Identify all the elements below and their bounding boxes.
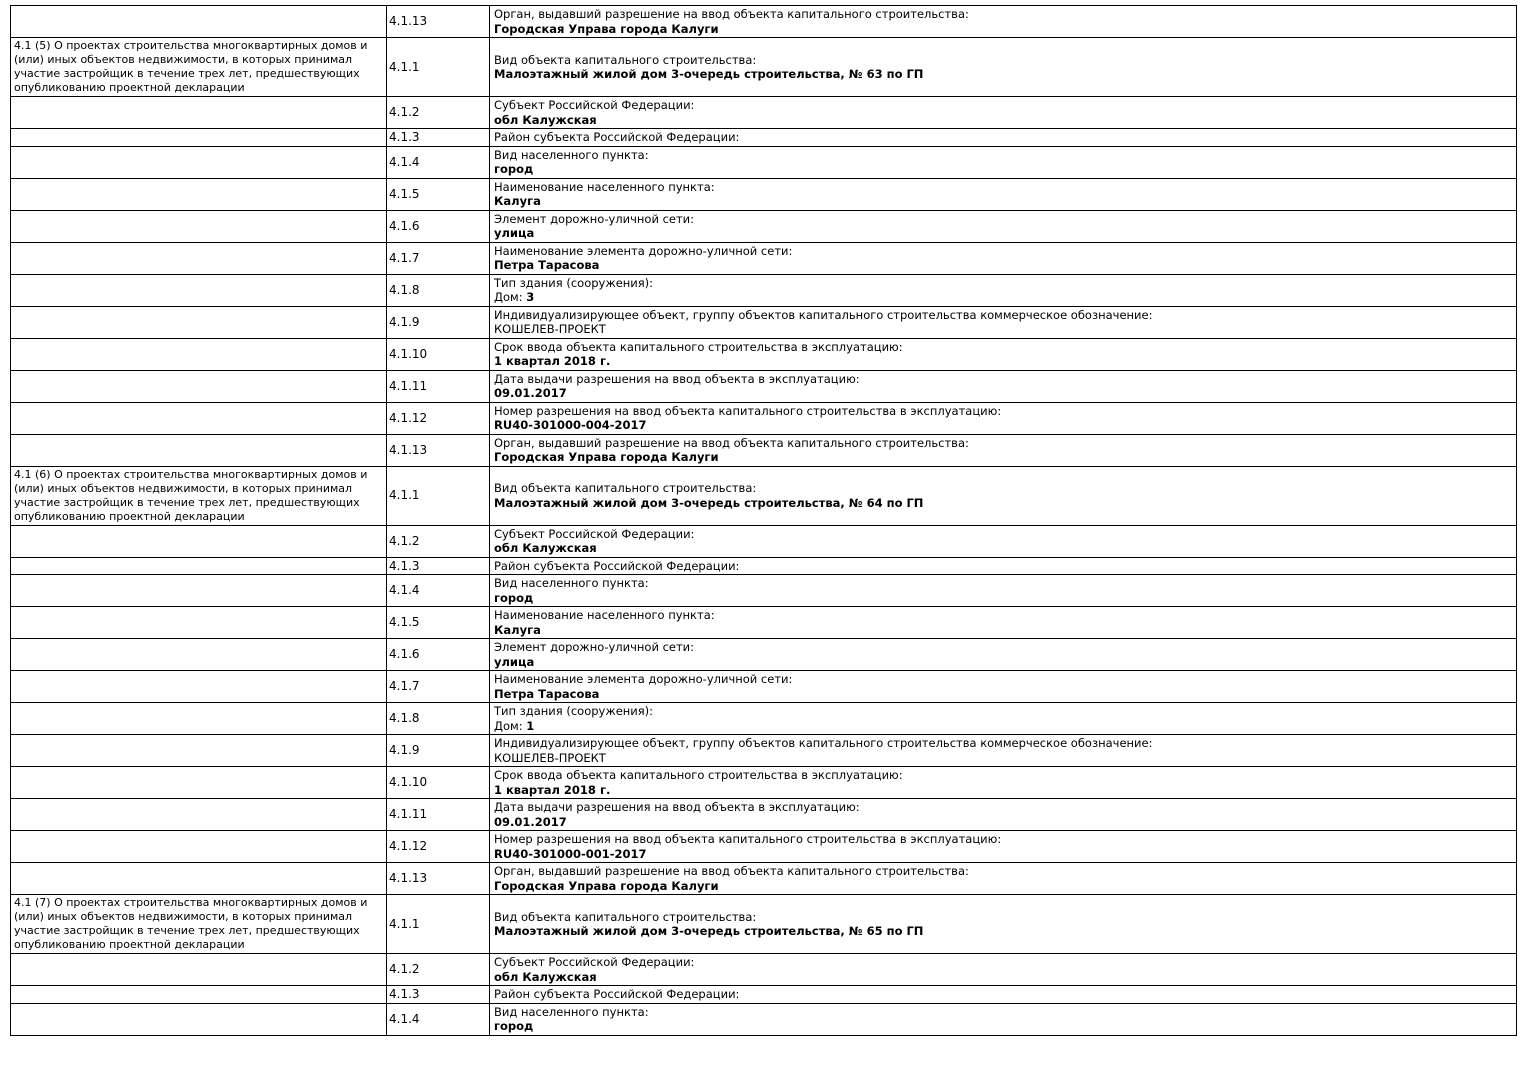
row-code: 4.1.5 <box>387 178 490 210</box>
field-value: улица <box>494 654 535 669</box>
table-row <box>11 735 1517 767</box>
field-value-prefix: Дом: <box>494 718 527 733</box>
field-label: Элемент дорожно-уличной сети: <box>494 211 695 226</box>
field-value: обл Калужская <box>494 969 597 984</box>
empty-desc-cell <box>11 703 387 735</box>
field-cell <box>490 703 1517 735</box>
field-label: Субъект Российской Федерации: <box>494 955 695 969</box>
field-cell <box>490 6 1517 38</box>
field-label: Вид объекта капитального строительства: <box>494 909 757 924</box>
field-cell <box>490 671 1517 703</box>
field-label: Орган, выдавший разрешение на ввод объекта капитального строительства: <box>494 7 969 21</box>
table-row <box>11 38 1517 97</box>
field-value-line <box>494 815 1512 830</box>
field-cell <box>490 129 1517 147</box>
empty-desc-cell <box>11 178 387 210</box>
field-value-prefix: Дом: <box>494 290 527 304</box>
field-label: Субъект Российской Федерации: <box>494 98 695 112</box>
field-value-line <box>494 386 1512 401</box>
field-label: Вид населенного пункта: <box>494 147 649 162</box>
empty-desc-cell <box>11 402 387 434</box>
empty-desc-cell <box>11 306 387 338</box>
field-label: Наименование населенного пункта: <box>494 179 715 194</box>
table-row <box>11 178 1517 210</box>
row-code: 4.1.6 <box>387 210 490 242</box>
empty-desc-cell <box>11 735 387 767</box>
row-code: 4.1.11 <box>387 799 490 831</box>
empty-desc-cell <box>11 274 387 306</box>
empty-desc-cell <box>11 97 387 129</box>
field-value: КОШЕЛЕВ-ПРОЕКТ <box>494 750 606 765</box>
field-value: 3 <box>526 290 535 304</box>
row-code: 4.1.1 <box>387 38 490 97</box>
field-value-line <box>494 970 1512 985</box>
row-code: 4.1.3 <box>387 129 490 147</box>
field-label: Вид населенного пункта: <box>494 576 649 590</box>
row-code: 4.1.11 <box>387 370 490 402</box>
field-value: 1 квартал 2018 г. <box>494 354 611 368</box>
field-value: город <box>494 1019 534 1033</box>
field-value-line <box>494 847 1512 862</box>
field-value: обл Калужская <box>494 112 597 127</box>
table-row <box>11 986 1517 1004</box>
field-cell <box>490 97 1517 129</box>
field-value: 1 <box>526 718 535 733</box>
field-cell <box>490 370 1517 402</box>
field-value: Малоэтажный жилой дом 3-очередь строительства, № 65 по ГП <box>494 924 924 938</box>
table-row <box>11 607 1517 639</box>
table-row <box>11 895 1517 954</box>
table-row <box>11 338 1517 370</box>
table-row <box>11 146 1517 178</box>
field-cell <box>490 954 1517 986</box>
empty-desc-cell <box>11 671 387 703</box>
table-row <box>11 129 1517 147</box>
field-value: Малоэтажный жилой дом 3-очередь строительства, № 64 по ГП <box>494 495 924 510</box>
row-code: 4.1.10 <box>387 338 490 370</box>
field-value: Городская Управа города Калуги <box>494 450 719 464</box>
table-row <box>11 242 1517 274</box>
field-cell <box>490 242 1517 274</box>
table-row <box>11 703 1517 735</box>
field-value: город <box>494 590 534 605</box>
table-row <box>11 1003 1517 1035</box>
field-value-line <box>494 687 1512 702</box>
field-value-line <box>494 450 1512 465</box>
row-code: 4.1.8 <box>387 274 490 306</box>
row-code: 4.1.5 <box>387 607 490 639</box>
field-value: 09.01.2017 <box>494 386 567 400</box>
field-value: 09.01.2017 <box>494 814 567 829</box>
field-cell <box>490 831 1517 863</box>
field-label: Индивидуализирующее объект, группу объектов капитального строительства коммерческое обозначение: <box>494 736 1153 750</box>
field-cell <box>490 402 1517 434</box>
field-value: КОШЕЛЕВ-ПРОЕКТ <box>494 322 606 336</box>
field-value: Калуга <box>494 622 541 637</box>
field-cell <box>490 146 1517 178</box>
field-cell <box>490 735 1517 767</box>
row-code: 4.1.4 <box>387 575 490 607</box>
row-code: 4.1.13 <box>387 434 490 466</box>
row-code: 4.1.9 <box>387 306 490 338</box>
field-label: Орган, выдавший разрешение на ввод объекта капитального строительства: <box>494 864 969 878</box>
table-row <box>11 799 1517 831</box>
row-code: 4.1.7 <box>387 671 490 703</box>
field-label: Наименование элемента дорожно-уличной сети: <box>494 672 793 686</box>
row-code: 4.1.2 <box>387 525 490 557</box>
table-row <box>11 954 1517 986</box>
row-code: 4.1.12 <box>387 831 490 863</box>
field-value-line <box>494 290 1512 305</box>
field-label: Район субъекта Российской Федерации: <box>494 558 740 573</box>
empty-desc-cell <box>11 146 387 178</box>
table-row <box>11 831 1517 863</box>
empty-desc-cell <box>11 557 387 575</box>
row-code: 4.1.7 <box>387 242 490 274</box>
table-row <box>11 306 1517 338</box>
field-cell <box>490 799 1517 831</box>
table-row <box>11 671 1517 703</box>
row-code: 4.1.1 <box>387 895 490 954</box>
field-value: Городская Управа города Калуги <box>494 878 719 893</box>
empty-desc-cell <box>11 767 387 799</box>
field-cell <box>490 895 1517 954</box>
section-title-cell: 4.1 (6) О проектах строительства многоквартирных домов и (или) иных объектов недвижимости, в которых принимал участие застройщик в течение трех лет, предшествующих опубликованию проектной декларации <box>11 466 387 525</box>
row-code: 4.1.8 <box>387 703 490 735</box>
empty-desc-cell <box>11 370 387 402</box>
field-cell <box>490 210 1517 242</box>
field-label: Тип здания (сооружения): <box>494 275 654 290</box>
field-cell <box>490 767 1517 799</box>
row-code: 4.1.4 <box>387 1003 490 1035</box>
project-declaration-table <box>10 5 1517 1036</box>
field-value-line <box>494 751 1512 766</box>
empty-desc-cell <box>11 242 387 274</box>
field-value-line <box>494 22 1512 37</box>
field-value-line <box>494 194 1512 209</box>
field-value-line <box>494 783 1512 798</box>
table-row <box>11 639 1517 671</box>
row-code: 4.1.2 <box>387 954 490 986</box>
field-value-line <box>494 354 1512 369</box>
field-value-line <box>494 67 1512 82</box>
field-label: Элемент дорожно-уличной сети: <box>494 640 695 654</box>
field-cell <box>490 38 1517 97</box>
field-label: Индивидуализирующее объект, группу объектов капитального строительства коммерческое обозначение: <box>494 307 1153 322</box>
field-value-line <box>494 1019 1512 1034</box>
field-value: RU40-301000-001-2017 <box>494 846 647 861</box>
empty-desc-cell <box>11 434 387 466</box>
field-label: Наименование элемента дорожно-уличной сети: <box>494 243 793 258</box>
field-cell <box>490 1003 1517 1035</box>
empty-desc-cell <box>11 6 387 38</box>
table-row <box>11 402 1517 434</box>
field-cell <box>490 338 1517 370</box>
table-row <box>11 6 1517 38</box>
field-value-line <box>494 322 1512 337</box>
row-code: 4.1.3 <box>387 557 490 575</box>
field-value: Городская Управа города Калуги <box>494 21 719 36</box>
field-label: Дата выдачи разрешения на ввод объекта в эксплуатацию: <box>494 371 860 386</box>
field-value-line <box>494 719 1512 734</box>
field-value-line <box>494 623 1512 638</box>
field-cell <box>490 986 1517 1004</box>
table-row <box>11 370 1517 402</box>
table-row <box>11 97 1517 129</box>
empty-desc-cell <box>11 210 387 242</box>
field-value: 1 квартал 2018 г. <box>494 782 611 797</box>
table-row <box>11 557 1517 575</box>
empty-desc-cell <box>11 575 387 607</box>
field-cell <box>490 607 1517 639</box>
section-title-cell: 4.1 (7) О проектах строительства многоквартирных домов и (или) иных объектов недвижимости, в которых принимал участие застройщик в течение трех лет, предшествующих опубликованию проектной декларации <box>11 895 387 954</box>
field-value: RU40-301000-004-2017 <box>494 418 647 432</box>
empty-desc-cell <box>11 525 387 557</box>
empty-desc-cell <box>11 639 387 671</box>
field-cell <box>490 434 1517 466</box>
field-label: Срок ввода объекта капитального строительства в эксплуатацию: <box>494 339 903 354</box>
table-row <box>11 575 1517 607</box>
field-value-line <box>494 258 1512 273</box>
table-row <box>11 434 1517 466</box>
table-row <box>11 210 1517 242</box>
table-row <box>11 466 1517 525</box>
row-code: 4.1.4 <box>387 146 490 178</box>
field-label: Наименование населенного пункта: <box>494 608 715 622</box>
field-cell <box>490 306 1517 338</box>
field-cell <box>490 178 1517 210</box>
row-code: 4.1.13 <box>387 863 490 895</box>
field-label: Район субъекта Российской Федерации: <box>494 130 740 144</box>
row-code: 4.1.12 <box>387 402 490 434</box>
field-cell <box>490 525 1517 557</box>
table-row <box>11 274 1517 306</box>
field-value-line <box>494 162 1512 177</box>
empty-desc-cell <box>11 799 387 831</box>
field-label: Номер разрешения на ввод объекта капитального строительства в эксплуатацию: <box>494 403 1002 418</box>
field-value: Малоэтажный жилой дом 3-очередь строительства, № 63 по ГП <box>494 67 924 81</box>
empty-desc-cell <box>11 607 387 639</box>
field-label: Тип здания (сооружения): <box>494 704 654 718</box>
field-value: Калуга <box>494 194 541 208</box>
field-label: Дата выдачи разрешения на ввод объекта в эксплуатацию: <box>494 800 860 814</box>
empty-desc-cell <box>11 863 387 895</box>
field-value: Петра Тарасова <box>494 686 600 701</box>
field-cell <box>490 863 1517 895</box>
field-value-line <box>494 591 1512 606</box>
row-code: 4.1.2 <box>387 97 490 129</box>
row-code: 4.1.6 <box>387 639 490 671</box>
field-label: Район субъекта Российской Федерации: <box>494 987 740 1001</box>
table-row <box>11 863 1517 895</box>
field-cell <box>490 274 1517 306</box>
field-value-line <box>494 113 1512 128</box>
empty-desc-cell <box>11 338 387 370</box>
row-code: 4.1.13 <box>387 6 490 38</box>
field-value-line <box>494 418 1512 433</box>
field-cell <box>490 557 1517 575</box>
field-label: Орган, выдавший разрешение на ввод объекта капитального строительства: <box>494 435 969 450</box>
row-code: 4.1.3 <box>387 986 490 1004</box>
field-label: Вид объекта капитального строительства: <box>494 52 757 67</box>
field-value: город <box>494 162 534 176</box>
field-label: Вид объекта капитального строительства: <box>494 481 757 495</box>
field-label: Срок ввода объекта капитального строительства в эксплуатацию: <box>494 768 903 782</box>
field-value-line <box>494 226 1512 241</box>
field-value-line <box>494 655 1512 670</box>
field-value: обл Калужская <box>494 541 597 555</box>
field-label: Номер разрешения на ввод объекта капитального строительства в эксплуатацию: <box>494 832 1002 846</box>
section-title-cell: 4.1 (5) О проектах строительства многоквартирных домов и (или) иных объектов недвижимости, в которых принимал участие застройщик в течение трех лет, предшествующих опубликованию проектной декларации <box>11 38 387 97</box>
empty-desc-cell <box>11 1003 387 1035</box>
field-value: Петра Тарасова <box>494 258 600 272</box>
field-value-line <box>494 496 1512 511</box>
empty-desc-cell <box>11 129 387 147</box>
table-body <box>11 6 1517 1036</box>
field-value-line <box>494 541 1512 556</box>
field-cell <box>490 466 1517 525</box>
table-row <box>11 767 1517 799</box>
row-code: 4.1.1 <box>387 466 490 525</box>
field-value-line <box>494 924 1512 939</box>
field-cell <box>490 639 1517 671</box>
row-code: 4.1.9 <box>387 735 490 767</box>
row-code: 4.1.10 <box>387 767 490 799</box>
field-label: Вид населенного пункта: <box>494 1004 649 1019</box>
field-value: улица <box>494 226 535 240</box>
document-page <box>10 5 1516 1036</box>
empty-desc-cell <box>11 986 387 1004</box>
table-row <box>11 525 1517 557</box>
field-label: Субъект Российской Федерации: <box>494 526 695 541</box>
empty-desc-cell <box>11 831 387 863</box>
field-value-line <box>494 879 1512 894</box>
field-cell <box>490 575 1517 607</box>
empty-desc-cell <box>11 954 387 986</box>
